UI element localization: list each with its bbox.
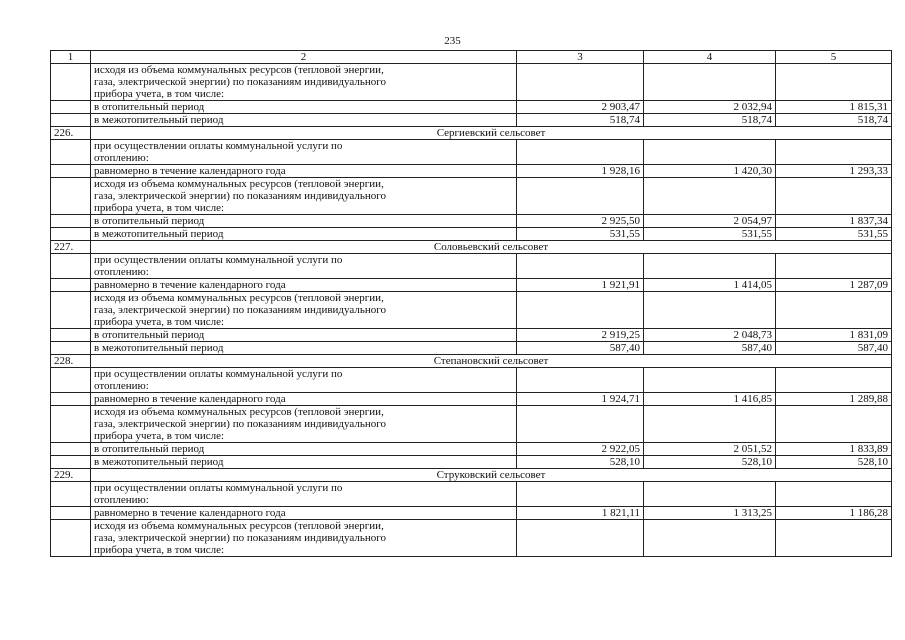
row-value-v4: 2 054,97 (644, 215, 776, 228)
section-title: Степановский сельсовет (91, 355, 892, 368)
section-title-row (51, 127, 892, 140)
table-row (51, 393, 892, 406)
row-number (51, 64, 91, 101)
row-value-v3: 2 925,50 (517, 215, 644, 228)
row-value-v5: 1 293,33 (776, 165, 892, 178)
row-value-v4 (644, 520, 776, 557)
row-description (91, 406, 517, 443)
row-value-v3 (517, 64, 644, 101)
row-value-v4 (644, 64, 776, 101)
table-row (51, 165, 892, 178)
table-row (51, 292, 892, 329)
table-row (51, 254, 892, 279)
column-header: 5 (776, 51, 892, 64)
row-value-v3 (517, 178, 644, 215)
row-description-text: в межотопительный период (94, 456, 224, 468)
row-value-v3: 528,10 (517, 456, 644, 469)
column-header: 1 (51, 51, 91, 64)
row-number (51, 520, 91, 557)
row-value-v5 (776, 520, 892, 557)
row-value-v4: 518,74 (644, 114, 776, 127)
row-description (91, 114, 517, 127)
row-description (91, 64, 517, 101)
row-number: 227. (51, 241, 91, 254)
row-value-v4 (644, 254, 776, 279)
row-value-v5: 528,10 (776, 456, 892, 469)
row-number (51, 292, 91, 329)
row-description (91, 329, 517, 342)
row-value-v5: 1 833,89 (776, 443, 892, 456)
row-number (51, 393, 91, 406)
table-row (51, 114, 892, 127)
row-value-v5: 518,74 (776, 114, 892, 127)
table-row (51, 178, 892, 215)
row-description (91, 393, 517, 406)
row-number (51, 279, 91, 292)
table-header-row (51, 51, 892, 64)
row-value-v5 (776, 406, 892, 443)
row-value-v3 (517, 292, 644, 329)
row-value-v3: 1 924,71 (517, 393, 644, 406)
row-value-v4 (644, 140, 776, 165)
row-value-v3 (517, 254, 644, 279)
row-number (51, 342, 91, 355)
section-title-row (51, 241, 892, 254)
row-description (91, 507, 517, 520)
row-number (51, 329, 91, 342)
row-number (51, 456, 91, 469)
row-number (51, 228, 91, 241)
section-title: Соловьевский сельсовет (91, 241, 892, 254)
row-value-v3 (517, 406, 644, 443)
row-description (91, 165, 517, 178)
row-description-text: при осуществлении оплаты коммунальной услуги по отоплению: (94, 368, 343, 392)
row-value-v4: 528,10 (644, 456, 776, 469)
row-number (51, 507, 91, 520)
row-value-v5 (776, 178, 892, 215)
row-description-text: в отопительный период (94, 329, 205, 341)
section-title: Струковский сельсовет (91, 469, 892, 482)
row-value-v5 (776, 482, 892, 507)
row-number (51, 443, 91, 456)
row-value-v3: 1 921,91 (517, 279, 644, 292)
table-row (51, 443, 892, 456)
row-value-v3 (517, 140, 644, 165)
row-value-v3: 1 821,11 (517, 507, 644, 520)
row-number (51, 406, 91, 443)
row-description-text: при осуществлении оплаты коммунальной услуги по отоплению: (94, 254, 343, 278)
row-description-text: в межотопительный период (94, 228, 224, 240)
row-value-v5 (776, 64, 892, 101)
row-description-text: при осуществлении оплаты коммунальной услуги по отоплению: (94, 482, 343, 506)
row-value-v4 (644, 292, 776, 329)
row-value-v4 (644, 368, 776, 393)
row-number (51, 114, 91, 127)
row-description (91, 279, 517, 292)
row-value-v4: 1 414,05 (644, 279, 776, 292)
row-value-v3: 2 922,05 (517, 443, 644, 456)
row-value-v5 (776, 254, 892, 279)
row-description (91, 178, 517, 215)
row-value-v4: 1 416,85 (644, 393, 776, 406)
row-description (91, 228, 517, 241)
row-value-v4: 2 032,94 (644, 101, 776, 114)
row-description-text: в отопительный период (94, 101, 205, 113)
row-value-v5: 1 837,34 (776, 215, 892, 228)
table-row (51, 507, 892, 520)
row-number (51, 140, 91, 165)
row-value-v5: 1 831,09 (776, 329, 892, 342)
row-value-v3: 1 928,16 (517, 165, 644, 178)
row-value-v5: 1 287,09 (776, 279, 892, 292)
row-value-v5 (776, 292, 892, 329)
row-description-text: в отопительный период (94, 215, 205, 227)
row-description (91, 292, 517, 329)
table-row (51, 456, 892, 469)
row-number (51, 368, 91, 393)
row-description-text: равномерно в течение календарного года (94, 507, 286, 519)
section-title: Сергиевский сельсовет (91, 127, 892, 140)
row-value-v3: 518,74 (517, 114, 644, 127)
row-description-text: исходя из объема коммунальных ресурсов (тепловой энергии, газа, электрической энергии) по показаниям индивидуального прибора учета, в том числе: (94, 64, 386, 100)
table-row (51, 64, 892, 101)
row-number (51, 215, 91, 228)
tariff-table (50, 50, 892, 557)
row-value-v5: 531,55 (776, 228, 892, 241)
row-value-v3 (517, 368, 644, 393)
row-value-v5: 587,40 (776, 342, 892, 355)
table-row (51, 101, 892, 114)
row-description-text: в межотопительный период (94, 114, 224, 126)
table-row (51, 520, 892, 557)
row-value-v3: 587,40 (517, 342, 644, 355)
row-value-v3 (517, 520, 644, 557)
row-value-v4: 587,40 (644, 342, 776, 355)
row-value-v4: 1 420,30 (644, 165, 776, 178)
row-description (91, 443, 517, 456)
row-description-text: исходя из объема коммунальных ресурсов (тепловой энергии, газа, электрической энергии) по показаниям индивидуального прибора учета, в том числе: (94, 406, 386, 442)
row-description-text: равномерно в течение календарного года (94, 279, 286, 291)
row-value-v5: 1 289,88 (776, 393, 892, 406)
row-number: 226. (51, 127, 91, 140)
row-number (51, 482, 91, 507)
row-description-text: при осуществлении оплаты коммунальной услуги по отоплению: (94, 140, 343, 164)
table-body (51, 64, 892, 557)
row-description (91, 482, 517, 507)
row-description (91, 254, 517, 279)
row-description-text: в межотопительный период (94, 342, 224, 354)
table-row (51, 279, 892, 292)
table-row (51, 215, 892, 228)
row-description-text: исходя из объема коммунальных ресурсов (тепловой энергии, газа, электрической энергии) по показаниям индивидуального прибора учета, в том числе: (94, 292, 386, 328)
table-row (51, 140, 892, 165)
row-value-v5 (776, 368, 892, 393)
row-number: 228. (51, 355, 91, 368)
column-header: 4 (644, 51, 776, 64)
page-number: 235 (444, 35, 461, 47)
row-description (91, 456, 517, 469)
row-value-v4: 2 051,52 (644, 443, 776, 456)
row-description (91, 101, 517, 114)
table-row (51, 228, 892, 241)
column-header: 2 (91, 51, 517, 64)
row-value-v4 (644, 482, 776, 507)
row-description (91, 342, 517, 355)
row-value-v5 (776, 140, 892, 165)
row-description (91, 368, 517, 393)
row-number: 229. (51, 469, 91, 482)
row-value-v3: 531,55 (517, 228, 644, 241)
row-description-text: исходя из объема коммунальных ресурсов (тепловой энергии, газа, электрической энергии) по показаниям индивидуального прибора учета, в том числе: (94, 178, 386, 214)
row-value-v4 (644, 406, 776, 443)
table-row (51, 368, 892, 393)
row-number (51, 178, 91, 215)
row-description (91, 520, 517, 557)
row-description-text: исходя из объема коммунальных ресурсов (тепловой энергии, газа, электрической энергии) по показаниям индивидуального прибора учета, в том числе: (94, 520, 386, 556)
row-value-v3: 2 919,25 (517, 329, 644, 342)
row-value-v4 (644, 178, 776, 215)
row-value-v3: 2 903,47 (517, 101, 644, 114)
row-number (51, 101, 91, 114)
row-value-v5: 1 186,28 (776, 507, 892, 520)
row-number (51, 165, 91, 178)
row-value-v4: 2 048,73 (644, 329, 776, 342)
row-description-text: равномерно в течение календарного года (94, 165, 286, 177)
table-row (51, 482, 892, 507)
row-description (91, 140, 517, 165)
row-value-v4: 531,55 (644, 228, 776, 241)
column-header: 3 (517, 51, 644, 64)
row-value-v5: 1 815,31 (776, 101, 892, 114)
section-title-row (51, 469, 892, 482)
row-description (91, 215, 517, 228)
table-row (51, 406, 892, 443)
row-value-v3 (517, 482, 644, 507)
row-description-text: в отопительный период (94, 443, 205, 455)
row-number (51, 254, 91, 279)
row-description-text: равномерно в течение календарного года (94, 393, 286, 405)
row-value-v4: 1 313,25 (644, 507, 776, 520)
section-title-row (51, 355, 892, 368)
table-row (51, 329, 892, 342)
table-row (51, 342, 892, 355)
